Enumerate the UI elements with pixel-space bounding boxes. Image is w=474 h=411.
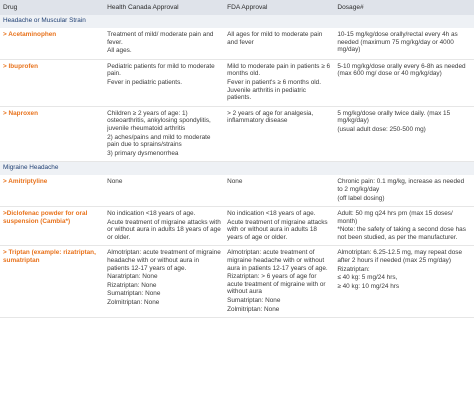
cell-paragraph: No indication <18 years of age. [107,210,196,218]
cell-paragraph: Zolmitriptan: None [107,299,160,307]
cell-paragraph: Mild to moderate pain in patients ≥ 6 months old. [227,62,331,78]
cell-paragraph: Chronic pain: 0.1 mg/kg, increase as needed to 2 mg/kg/day [337,178,465,193]
drug-cell[interactable] [0,207,104,246]
dosage-cell [334,59,474,106]
drug-cell[interactable] [0,59,104,106]
cell-paragraph: 10-15 mg/kg/dose orally/rectal every 4h as needed (maximum 75 mg/kg/day or 4000 mg/day) [337,31,458,54]
header-drug: Drug [0,0,104,15]
cell-paragraph: None [227,178,243,186]
cell-paragraph: None [107,178,123,186]
cell-paragraph: Rizatriptan: None [107,281,157,289]
health-canada-cell [104,28,224,59]
cell-paragraph: Almotriptan: acute treatment of migraine headache with or without aura in patients 12-17 years of age. [227,249,328,272]
drug-name: > Naproxen [3,109,38,117]
cell-paragraph: All ages for mild to moderate pain and fever [227,31,323,46]
table-row [0,246,474,318]
fda-cell [224,246,334,318]
cell-paragraph: Fever in patient's ≥ 6 months old. Juvenile arthritis in pediatric patients. [227,78,321,102]
health-canada-cell [104,246,224,318]
header-fda: FDA Approval [224,0,334,15]
section-title: Migraine Headache [0,162,474,176]
fda-cell [224,207,334,246]
table-row [0,28,474,59]
health-canada-cell [104,106,224,162]
health-canada-cell [104,207,224,246]
cell-paragraph: ≤ 40 kg: 5 mg/24 hrs, [337,274,398,282]
cell-paragraph: Fever in pediatric patients. [107,78,183,86]
health-canada-cell [104,59,224,106]
cell-paragraph: Rizatriptan: > 6 years of age for acute treatment of migraine with or without aura [227,273,326,296]
cell-paragraph: Almotriptan: 6.25-12.5 mg, may repeat dose after 2 hours if needed (max 25 mg/day) [337,249,463,265]
fda-cell [224,28,334,59]
drug-name: >Diclofenac powder for oral suspension (Cambia*) [3,210,88,225]
cell-paragraph: Naratriptan: None [107,273,158,281]
drug-name: > Acetaminophen [3,31,57,38]
drug-name: > Amitriptyline [3,178,48,186]
header-dosage: Dosage# [334,0,474,15]
drug-name: > Triptan (example: rizatriptan, sumatriptan [3,249,96,265]
cell-paragraph: 2) aches/pains and mild to moderate pain due to sprains/strains [107,133,211,149]
dosage-cell [334,207,474,246]
cell-paragraph: No indication <18 years of age. [227,210,316,218]
cell-paragraph: 5 mg/kg/dose orally twice daily. (max 15 mg/kg/day) [337,109,451,125]
cell-paragraph: > 2 years of age for analgesia, inflammatory disease [227,109,314,125]
drug-cell[interactable] [0,175,104,206]
cell-paragraph: Almotriptan: acute treatment of migraine headache with or without aura in patients 12-17 years of age. [107,249,221,272]
fda-cell [224,59,334,106]
table-body [0,15,474,318]
cell-paragraph: (off label dosing) [337,194,385,202]
cell-paragraph: Pediatric patients for mild to moderate pain. [107,62,215,78]
cell-paragraph: Treatment of mild/ moderate pain and fever. [107,31,214,46]
section-header [0,162,474,176]
cell-paragraph: Sumatriptan: None [227,297,281,305]
section-title: Headache or Muscular Strain [0,15,474,28]
header-health-canada: Health Canada Approval [104,0,224,15]
table-row [0,59,474,106]
section-header [0,15,474,28]
table-row [0,175,474,206]
cell-paragraph: Children ≥ 2 years of age: 1) osteoarthritis, ankylosing spondylitis, juvenile rheumatoid arthritis [107,109,211,132]
cell-paragraph: All ages. [107,47,132,55]
drug-name: > Ibuprofen [3,62,38,70]
drug-cell[interactable] [0,28,104,59]
cell-paragraph: 3) primary dysmenorrhea [107,149,179,157]
table-row [0,207,474,246]
cell-paragraph: Acute treatment of migraine attacks with or without aura in adults 18 years of age or older. [227,218,328,241]
cell-paragraph: ≥ 40 kg: 10 mg/24 hrs [337,282,400,290]
cell-paragraph: (usual adult dose: 250-500 mg) [337,125,426,133]
cell-paragraph: *Note: the safety of taking a second dose has not been studied, as per the manufacturer. [337,226,466,241]
cell-paragraph: Zolmitriptan: None [227,305,280,313]
dosage-cell [334,106,474,162]
drug-cell[interactable] [0,106,104,162]
drug-cell[interactable] [0,246,104,318]
cell-paragraph: 5-10 mg/kg/dose orally every 6-8h as needed (max 600 mg/ dose or 40 mg/kg/day) [337,62,466,78]
dosage-cell [334,28,474,59]
dosage-cell [334,246,474,318]
cell-paragraph: Acute treatment of migraine attacks with or without aura in adults 18 years of age or older. [107,218,221,241]
fda-cell [224,175,334,206]
cell-paragraph: Rizatriptan: [337,265,370,273]
dosage-cell [334,175,474,206]
table-row [0,106,474,162]
health-canada-cell [104,175,224,206]
fda-cell [224,106,334,162]
cell-paragraph: Adult: 50 mg q24 hrs prn (max 15 doses/ month) [337,210,453,225]
cell-paragraph: Sumatriptan: None [107,290,161,298]
table-header [0,0,474,15]
